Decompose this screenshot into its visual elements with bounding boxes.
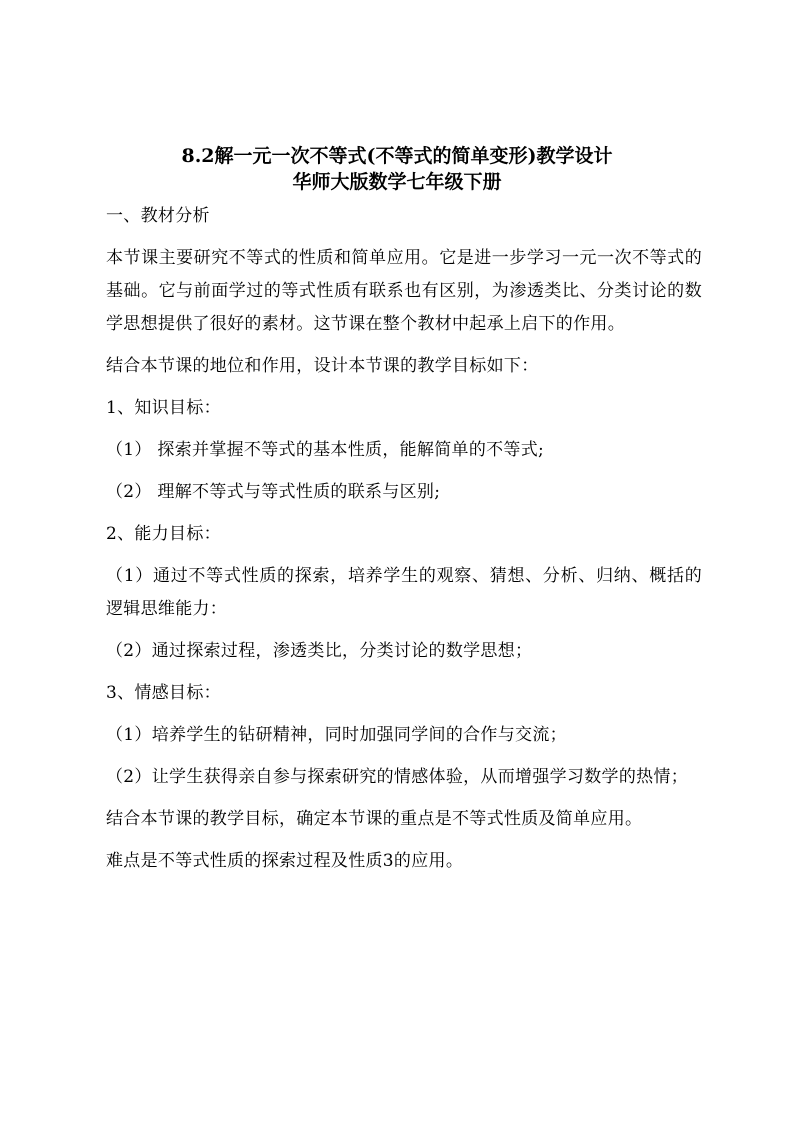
- subheading-ability-goals: 2、能力目标：: [106, 524, 221, 544]
- section-heading-textbook-analysis: 一、教材分析: [106, 206, 210, 226]
- paragraph-objectives-lead: 结合本节课的地位和作用，设计本节课的教学目标如下：: [106, 356, 539, 376]
- document-body: [106, 200, 702, 887]
- paragraph-intro: 本节课主要研究不等式的性质和简单应用。它是进一步学习一元一次不等式的基础。它与前面学过的等式性质有联系也有区别，为渗透类比、分类讨论的数学思想提供了很好的素材。这节课在整个教材中起承上启下的作用。: [106, 248, 702, 334]
- paragraph-difficulty: 难点是不等式性质的探索过程及性质3的应用。: [106, 851, 464, 871]
- emotion-goal-2: （2）让学生获得亲自参与探索研究的情感体验，从而增强学习数学的热情；: [106, 767, 689, 787]
- knowledge-goal-1: （1） 探索并掌握不等式的基本性质，能解简单的不等式;: [106, 440, 545, 460]
- document-title: [0, 143, 794, 195]
- subheading-knowledge-goals: 1、知识目标：: [106, 398, 221, 418]
- emotion-goal-1: （1）培养学生的钻研精神，同时加强同学间的合作与交流；: [106, 725, 567, 745]
- title-line-2: 华师大版数学七年级下册: [292, 171, 502, 193]
- ability-goal-1: （1）通过不等式性质的探索，培养学生的观察、猜想、分析、归纳、概括的逻辑思维能力：: [106, 566, 702, 619]
- subheading-emotion-goals: 3、情感目标：: [106, 683, 221, 703]
- knowledge-goal-2: （2） 理解不等式与等式性质的联系与区别;: [106, 482, 441, 502]
- title-line-1: 8.2解一元一次不等式(不等式的简单变形)教学设计: [181, 145, 613, 167]
- ability-goal-2: （2）通过探索过程，渗透类比，分类讨论的数学思想；: [106, 641, 533, 661]
- paragraph-key-point: 结合本节课的教学目标，确定本节课的重点是不等式性质及简单应用。: [106, 809, 643, 829]
